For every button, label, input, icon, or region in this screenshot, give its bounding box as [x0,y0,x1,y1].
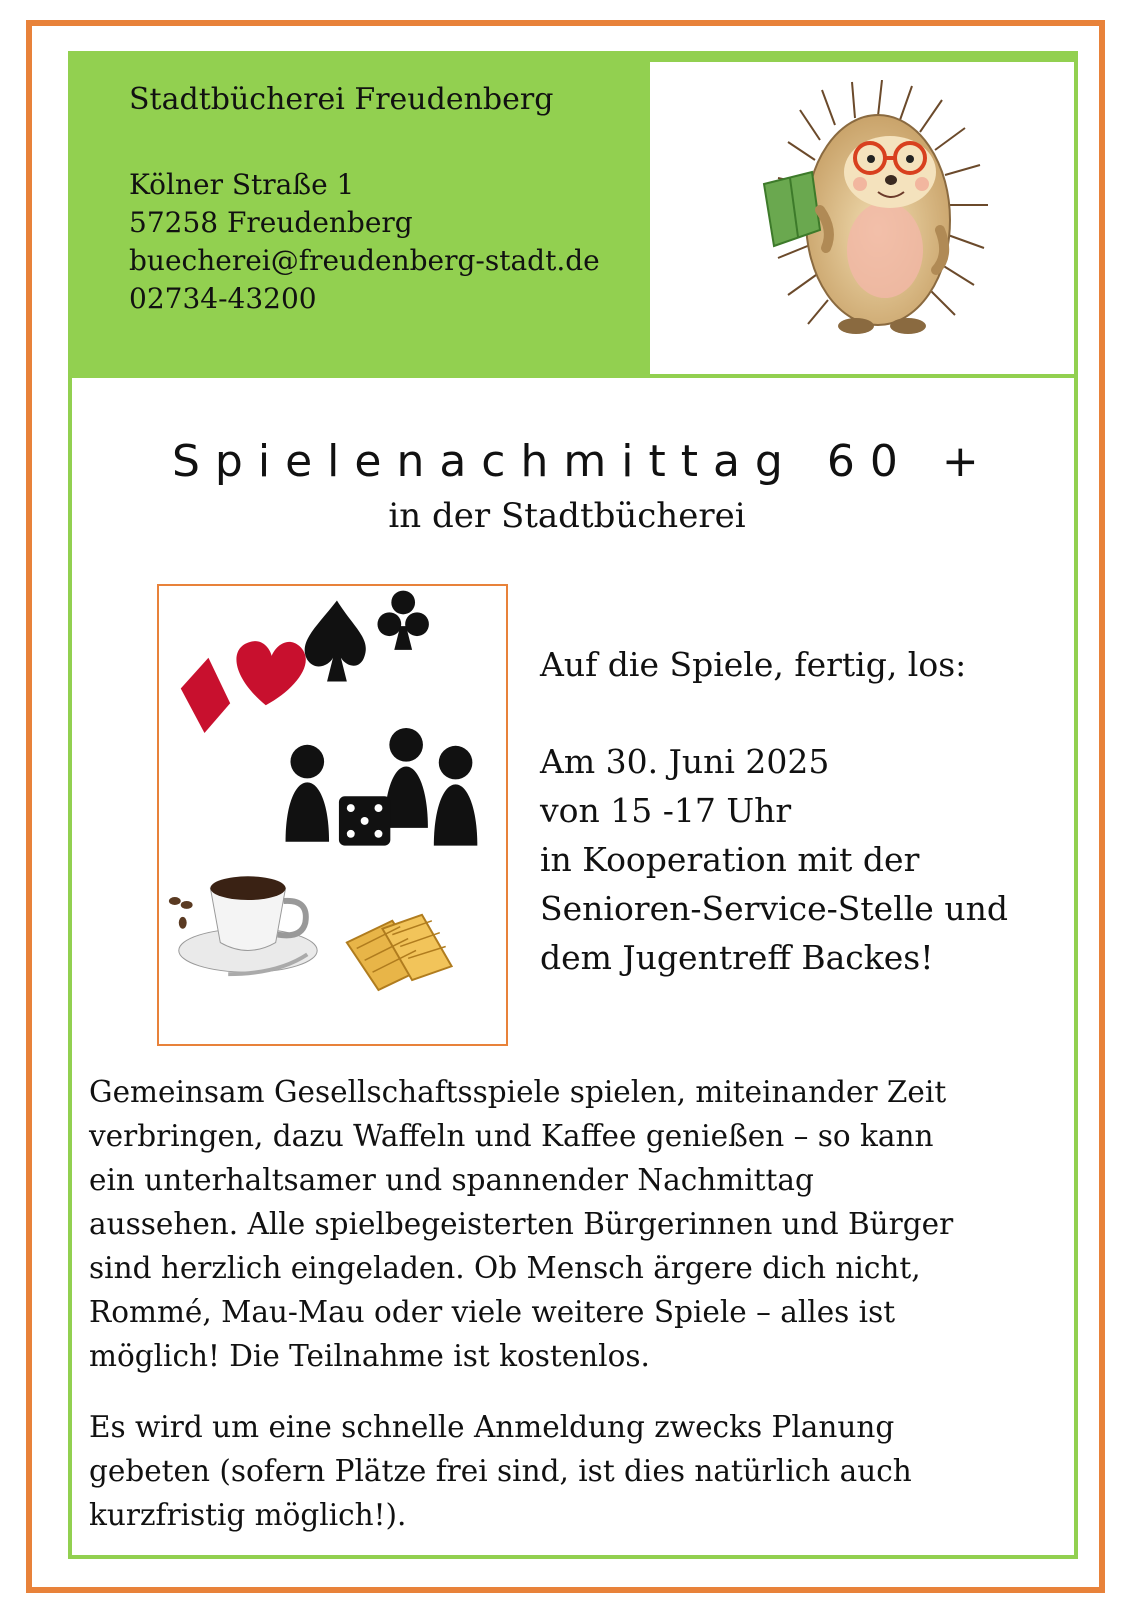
event-coop-line-3: dem Jugentreff Backes! [540,938,934,977]
spade-icon [305,600,366,681]
address-email[interactable]: buecherei@freudenberg-stadt.de [129,244,600,277]
spacer [540,689,1008,737]
registration-line: kurzfristig möglich!). [89,1498,407,1532]
event-description [89,1070,1069,1537]
club-icon [377,591,428,650]
description-line: ein unterhaltsamer und spannender Nachmittag [89,1163,814,1197]
event-time: von 15 -17 Uhr [540,791,792,830]
description-line: aussehen. Alle spielbegeisterten Bürgerinnen und Bürger [89,1207,954,1241]
registration-line: gebeten (sofern Plätze frei sind, ist dies natürlich auch [89,1454,912,1488]
event-tagline: Auf die Spiele, fertig, los: [540,645,967,684]
coffee-bean-icon [169,897,193,929]
event-coop-line-2: Senioren-Service-Stelle und [540,889,1008,928]
event-coop-line-1: in Kooperation mit der [540,840,920,879]
coffee-cup-icon [179,876,317,974]
event-subtitle: in der Stadtbücherei [388,496,746,536]
description-line: Gemeinsam Gesellschaftsspiele spielen, miteinander Zeit [89,1075,947,1109]
hedgehog-with-glasses-and-book-icon [760,80,1000,344]
address-street: Kölner Straße 1 [129,168,355,201]
event-title: Spielenachmittag 60 + [172,436,994,487]
description-line: Rommé, Mau-Mau oder viele weitere Spiele – alles ist [89,1295,896,1329]
event-date: Am 30. Juni 2025 [540,742,830,781]
diamond-icon [181,658,230,733]
description-line: verbringen, dazu Waffeln und Kaffee genießen – so kann [89,1119,934,1153]
dice-icon [339,796,390,845]
description-line: sind herzlich eingeladen. Ob Mensch ärgere dich nicht, [89,1251,921,1285]
library-address [129,166,600,318]
event-illustration [157,584,508,1046]
event-details [540,640,1008,982]
heart-icon [236,641,305,705]
waffle-icon [347,915,452,990]
header-divider [70,374,1076,378]
address-city: 57258 Freudenberg [129,206,413,239]
registration-line: Es wird um eine schnelle Anmeldung zwecks Planung [89,1410,895,1444]
spacer [89,1378,1069,1405]
address-phone: 02734-43200 [129,282,317,315]
description-line: möglich! Die Teilnahme ist kostenlos. [89,1339,650,1373]
library-name: Stadtbücherei Freudenberg [129,82,554,117]
